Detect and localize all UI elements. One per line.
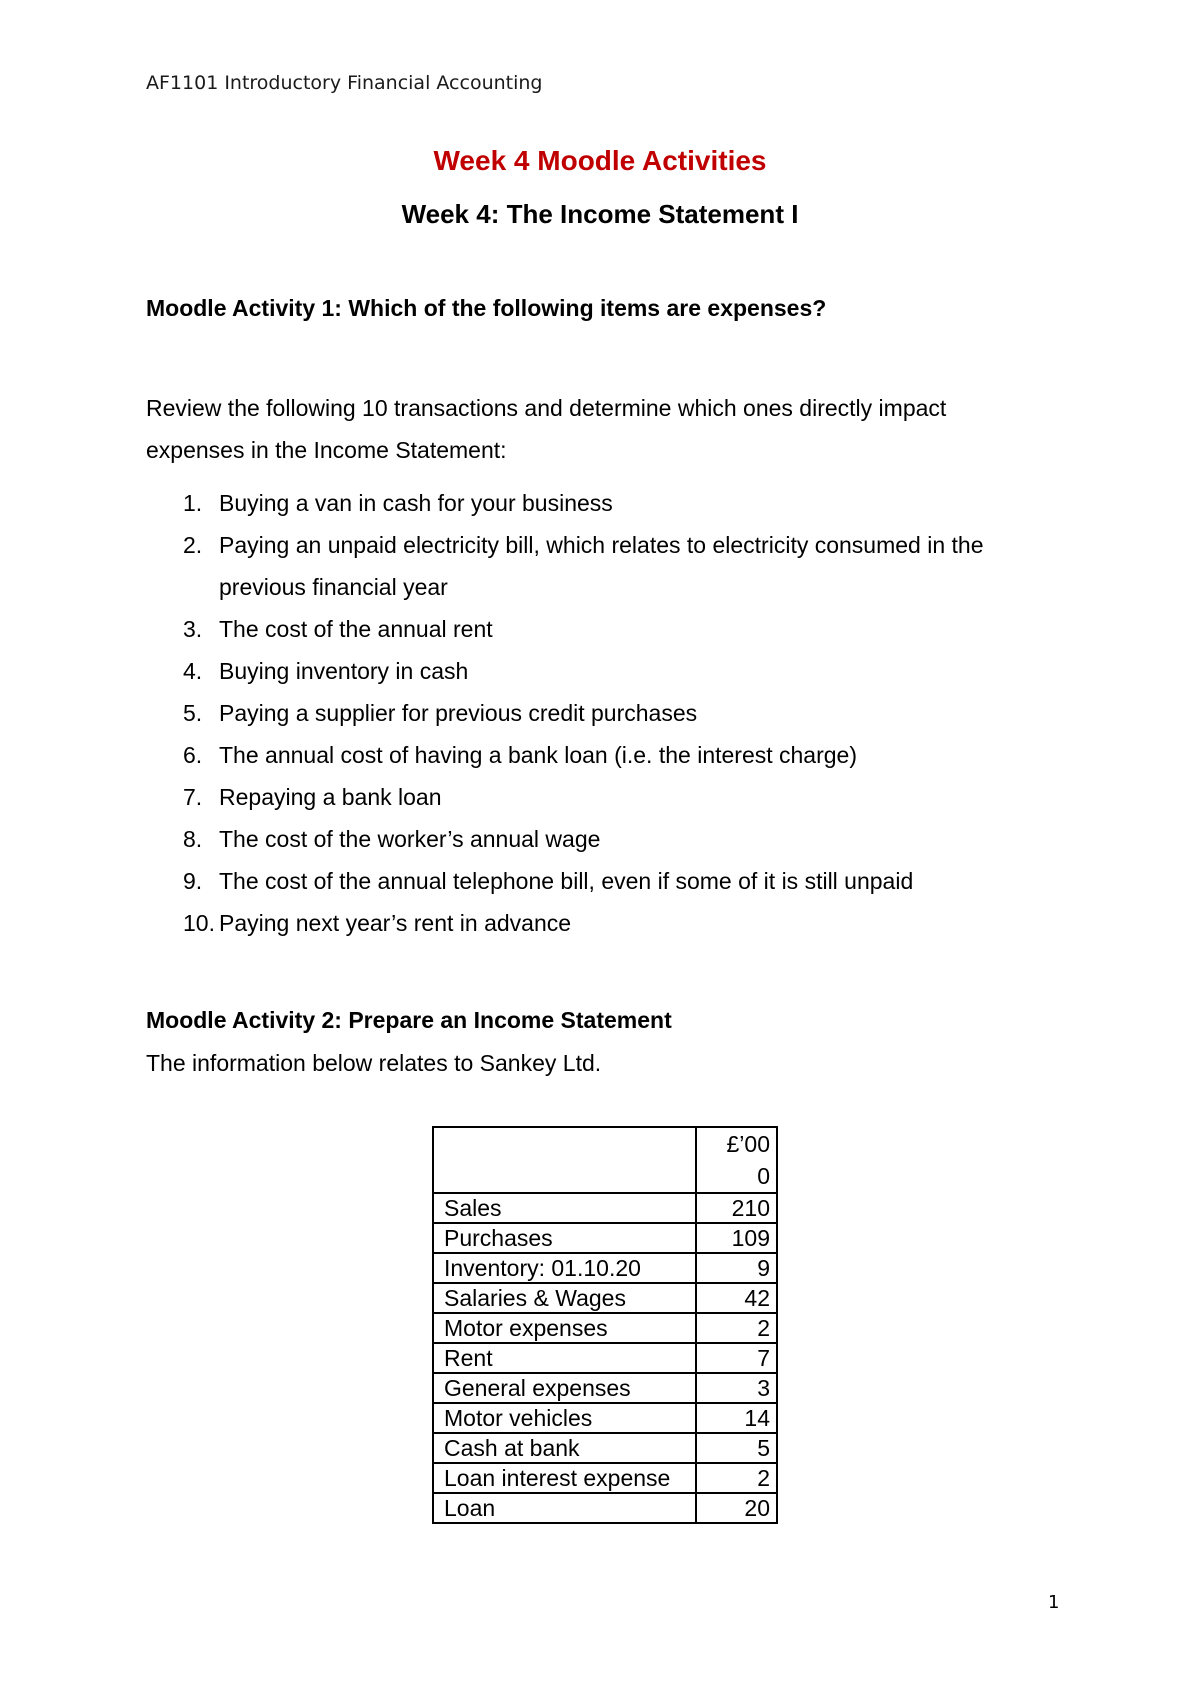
list-item-number: 9.: [183, 868, 203, 894]
table-row: [433, 1193, 777, 1223]
list-item-number: 3.: [183, 616, 203, 642]
row-label: Motor expenses: [433, 1313, 696, 1343]
row-value: 14: [696, 1403, 777, 1433]
list-item-text: Buying inventory in cash: [219, 658, 469, 684]
list-item-number: 4.: [183, 658, 203, 684]
row-value: 20: [696, 1493, 777, 1523]
page-number: 1: [1048, 1592, 1060, 1613]
document-subtitle: Week 4: The Income Statement I: [401, 199, 799, 229]
activity-1-intro: Review the following 10 transactions and determine which ones directly impact expenses in the Income Statement:: [146, 395, 947, 463]
row-label: Sales: [433, 1193, 696, 1223]
table-row: [433, 1223, 777, 1253]
row-label: Loan: [433, 1493, 696, 1523]
table-row: [433, 1343, 777, 1373]
activity-2-intro: The information below relates to Sankey Ltd.: [146, 1050, 602, 1076]
table-row: [433, 1463, 777, 1493]
list-item-number: 7.: [183, 784, 203, 810]
list-item-text: The cost of the annual telephone bill, even if some of it is still unpaid: [219, 868, 914, 894]
row-value: 9: [696, 1253, 777, 1283]
list-item-text: Paying a supplier for previous credit purchases: [219, 700, 698, 726]
row-value: 7: [696, 1343, 777, 1373]
unit-header: £’000: [726, 1131, 770, 1189]
list-item-number: 2.: [183, 532, 203, 558]
table-row: [433, 1283, 777, 1313]
table-header-label-cell: [433, 1127, 696, 1193]
list-item-text: Paying next year’s rent in advance: [219, 910, 572, 936]
list-item-number: 1.: [183, 490, 203, 516]
activity-2-heading: Moodle Activity 2: Prepare an Income Statement: [146, 1007, 672, 1033]
list-item-text: Paying an unpaid electricity bill, which relates to electricity consumed in the previous financial year: [219, 532, 984, 600]
list-item: [146, 902, 1066, 944]
list-item: [146, 776, 1066, 818]
table-row: [433, 1313, 777, 1343]
table-header-row: [433, 1127, 777, 1193]
list-item: [146, 860, 1066, 902]
list-item-number: 5.: [183, 700, 203, 726]
list-item-number: 8.: [183, 826, 203, 852]
row-label: Salaries & Wages: [433, 1283, 696, 1313]
list-item: [146, 734, 1066, 776]
row-value: 3: [696, 1373, 777, 1403]
list-item-number: 10.: [183, 910, 215, 936]
row-label: Loan interest expense: [433, 1463, 696, 1493]
list-item-text: The annual cost of having a bank loan (i.e. the interest charge): [219, 742, 858, 768]
row-value: 2: [696, 1313, 777, 1343]
table-header-unit-cell: [696, 1127, 777, 1193]
table-row: [433, 1253, 777, 1283]
row-value: 42: [696, 1283, 777, 1313]
list-item-text: The cost of the annual rent: [219, 616, 493, 642]
document-title: Week 4 Moodle Activities: [433, 145, 767, 176]
list-item: [146, 482, 1066, 524]
sankey-data-table: [432, 1126, 778, 1524]
row-label: Inventory: 01.10.20: [433, 1253, 696, 1283]
table-row: [433, 1433, 777, 1463]
table-row: [433, 1403, 777, 1433]
row-value: 109: [696, 1223, 777, 1253]
row-label: Rent: [433, 1343, 696, 1373]
list-item: [146, 692, 1066, 734]
table-row: [433, 1493, 777, 1523]
list-item: [146, 818, 1066, 860]
row-label: General expenses: [433, 1373, 696, 1403]
table-row: [433, 1373, 777, 1403]
row-label: Cash at bank: [433, 1433, 696, 1463]
transaction-list: [146, 482, 1066, 944]
list-item-text: Repaying a bank loan: [219, 784, 442, 810]
running-header: AF1101 Introductory Financial Accounting: [146, 72, 543, 94]
row-value: 5: [696, 1433, 777, 1463]
row-value: 2: [696, 1463, 777, 1493]
list-item: [146, 524, 1066, 608]
row-label: Motor vehicles: [433, 1403, 696, 1433]
row-value: 210: [696, 1193, 777, 1223]
list-item: [146, 608, 1066, 650]
row-label: Purchases: [433, 1223, 696, 1253]
list-item-number: 6.: [183, 742, 203, 768]
list-item: [146, 650, 1066, 692]
list-item-text: The cost of the worker’s annual wage: [219, 826, 601, 852]
list-item-text: Buying a van in cash for your business: [219, 490, 613, 516]
activity-1-heading: Moodle Activity 1: Which of the following items are expenses?: [146, 295, 827, 321]
